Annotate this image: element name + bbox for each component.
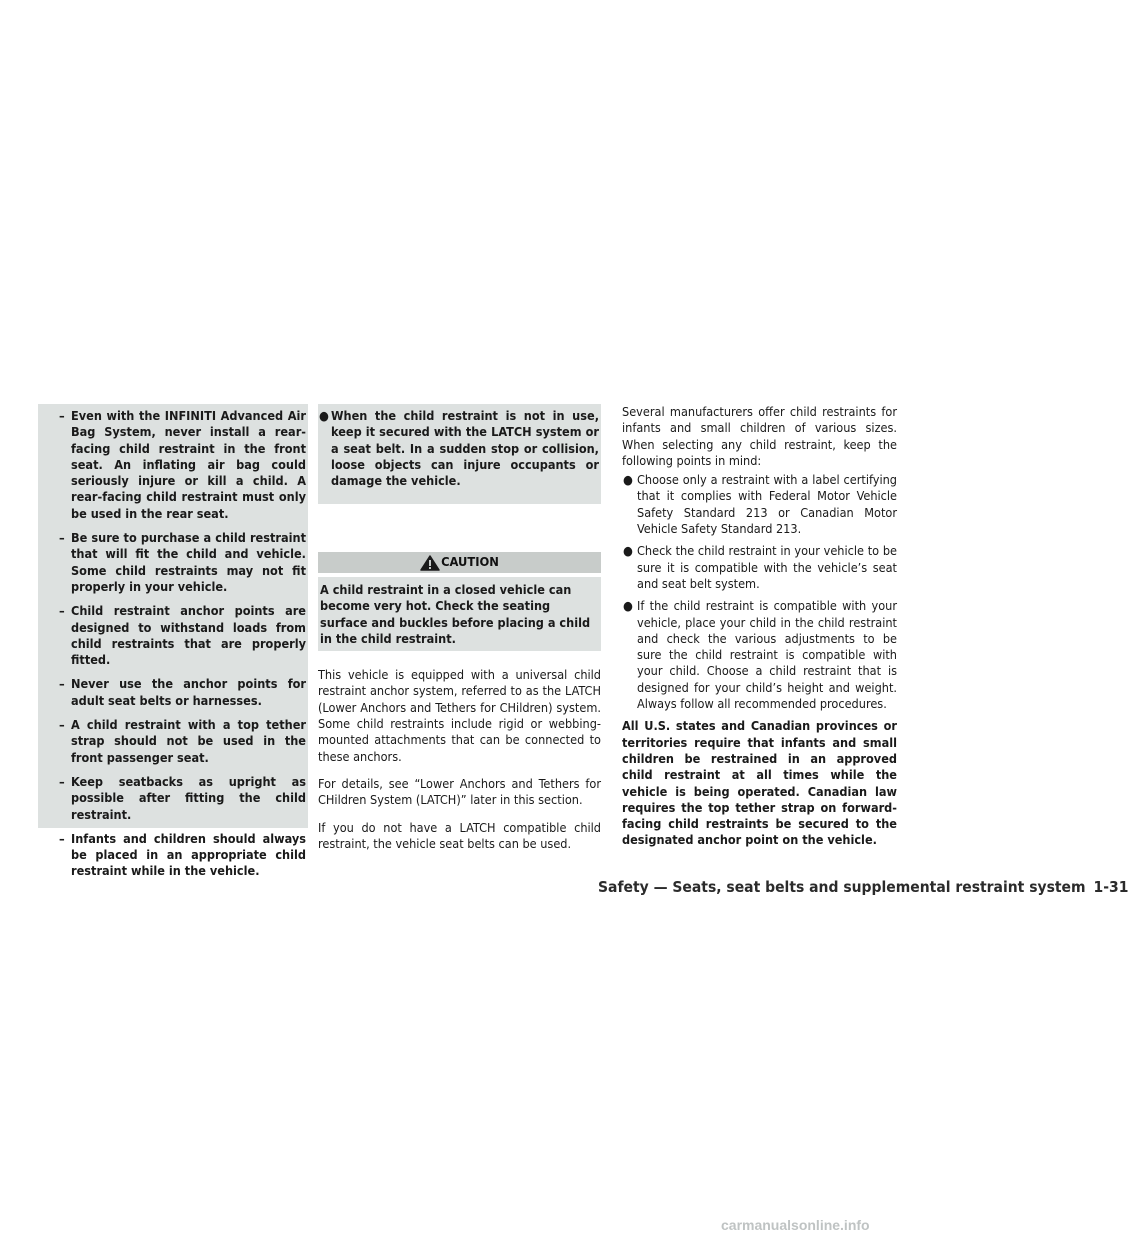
warning-item: – Be sure to purchase a child restraint that will fit the child and vehicle. Some child restraints may not fit properly in your vehicle. bbox=[59, 530, 306, 594]
right-column bbox=[622, 404, 897, 861]
list-item: ● If the child restraint is compatible with your vehicle, place your child in the child restraint and check the various adjustments to be sure the child restraint is compatible with your child. Choose a child restraint that is designed for your child’s height and weight. Always follow all recommended procedures. bbox=[623, 598, 897, 712]
warning-item: – Even with the INFINITI Advanced Air Bag System, never install a rear-facing child restraint in the front seat. An inflating air bag could seriously injure or kill a child. A rear-facing child restraint must only be used in the rear seat. bbox=[59, 408, 306, 521]
warning-item-text: Infants and children should always be placed in an appropriate child restraint while in the vehicle. bbox=[71, 830, 306, 879]
warning-item-text: Even with the INFINITI Advanced Air Bag System, never install a rear-facing child restraint in the front seat. An inflating air bag could seriously injure or kill a child. A rear-facing child restraint must only be used in the rear seat. bbox=[71, 408, 306, 521]
warning-bullet: ● When the child restraint is not in use, keep it secured with the LATCH system or a seat belt. In a sudden stop or collision, loose objects can injure occupants or damage the vehicle. bbox=[319, 408, 599, 489]
warning-item: – Child restraint anchor points are designed to withstand loads from child restraints that are properly fitted. bbox=[59, 603, 306, 668]
warning-item: – Keep seatbacks as upright as possible after fitting the child restraint. bbox=[59, 773, 306, 822]
warning-continuation-box bbox=[38, 404, 308, 879]
list-item: ● Choose only a restraint with a label certifying that it complies with Federal Motor Vehicle Safety Standard 213 or Canadian Motor Vehicle Safety Standard 213. bbox=[623, 472, 897, 537]
warning-item-text: Child restraint anchor points are designed to withstand loads from child restraints that are properly fitted. bbox=[71, 603, 306, 668]
list-item: ● Check the child restraint in your vehicle to be sure it is compatible with the vehicle’s seat and seat belt system. bbox=[623, 543, 897, 591]
warning-bullet-text: When the child restraint is not in use, keep it secured with the LATCH system or a seat belt. In a sudden stop or collision, loose objects can injure occupants or damage the vehicle. bbox=[331, 408, 599, 489]
body-paragraph: If you do not have a LATCH compatible child restraint, the vehicle seat belts can be used. bbox=[318, 819, 601, 851]
intro-paragraph: Several manufacturers offer child restraints for infants and small children of various sizes. When selecting any child restraint, keep the following points in mind: bbox=[622, 404, 897, 468]
list-item-text: Choose only a restraint with a label certifying that it complies with Federal Motor Vehicle Safety Standard 213 or Canadian Motor Vehicle Safety Standard 213. bbox=[637, 472, 897, 537]
warning-item-text: A child restraint with a top tether strap should not be used in the front passenger seat. bbox=[71, 717, 306, 765]
caution-text: A child restraint in a closed vehicle can become very hot. Check the seating surface and buckles before placing a child in the child restraint. bbox=[318, 577, 601, 651]
caution-title: CAUTION bbox=[441, 555, 499, 570]
list-item-text: If the child restraint is compatible with your vehicle, place your child in the child restraint and check the various adjustments to be sure the child restraint is compatible with your child. Choose a child restraint that is designed for your child’s height and weight. Always follow all recommended procedures. bbox=[637, 598, 897, 712]
middle-column bbox=[318, 404, 601, 852]
section-title: Safety — Seats, seat belts and supplemental restraint system bbox=[598, 878, 1086, 896]
page-footer bbox=[598, 878, 1128, 896]
body-paragraph: This vehicle is equipped with a universal child restraint anchor system, referred to as the LATCH (Lower Anchors and Tethers for CHildren) system. Some child restraints include rigid or webbing-mounted attachments that can be connected to these anchors. bbox=[318, 667, 601, 764]
list-item-text: Check the child restraint in your vehicle to be sure it is compatible with the vehicle’s seat and seat belt system. bbox=[637, 543, 897, 591]
warning-item: – A child restraint with a top tether strap should not be used in the front passenger seat. bbox=[59, 717, 306, 765]
body-paragraph: For details, see “Lower Anchors and Tethers for CHildren System (LATCH)” later in this section. bbox=[318, 775, 601, 808]
warning-item-text: Be sure to purchase a child restraint that will fit the child and vehicle. Some child restraints may not fit properly in your vehicle. bbox=[71, 530, 306, 594]
legal-notice-paragraph: All U.S. states and Canadian provinces or territories require that infants and small children be restrained in an approved child restraint at all times while the vehicle is being operated. Canadian law requires the top tether strap on forward-facing child restraints be secured to the designated anchor point on the vehicle. bbox=[622, 718, 897, 848]
page-number: 1-31 bbox=[1093, 878, 1128, 896]
watermark: carmanualsonline.info bbox=[721, 1217, 870, 1233]
warning-item-text: Keep seatbacks as upright as possible after fitting the child restraint. bbox=[71, 773, 306, 822]
warning-item-text: Never use the anchor points for adult seat belts or harnesses. bbox=[71, 676, 306, 708]
warning-item: – Infants and children should always be placed in an appropriate child restraint while in the vehicle. bbox=[59, 830, 306, 879]
warning-item: – Never use the anchor points for adult seat belts or harnesses. bbox=[59, 676, 306, 708]
caution-header bbox=[318, 552, 601, 573]
warning-continuation-box bbox=[318, 404, 601, 504]
warning-triangle-icon bbox=[420, 555, 440, 571]
